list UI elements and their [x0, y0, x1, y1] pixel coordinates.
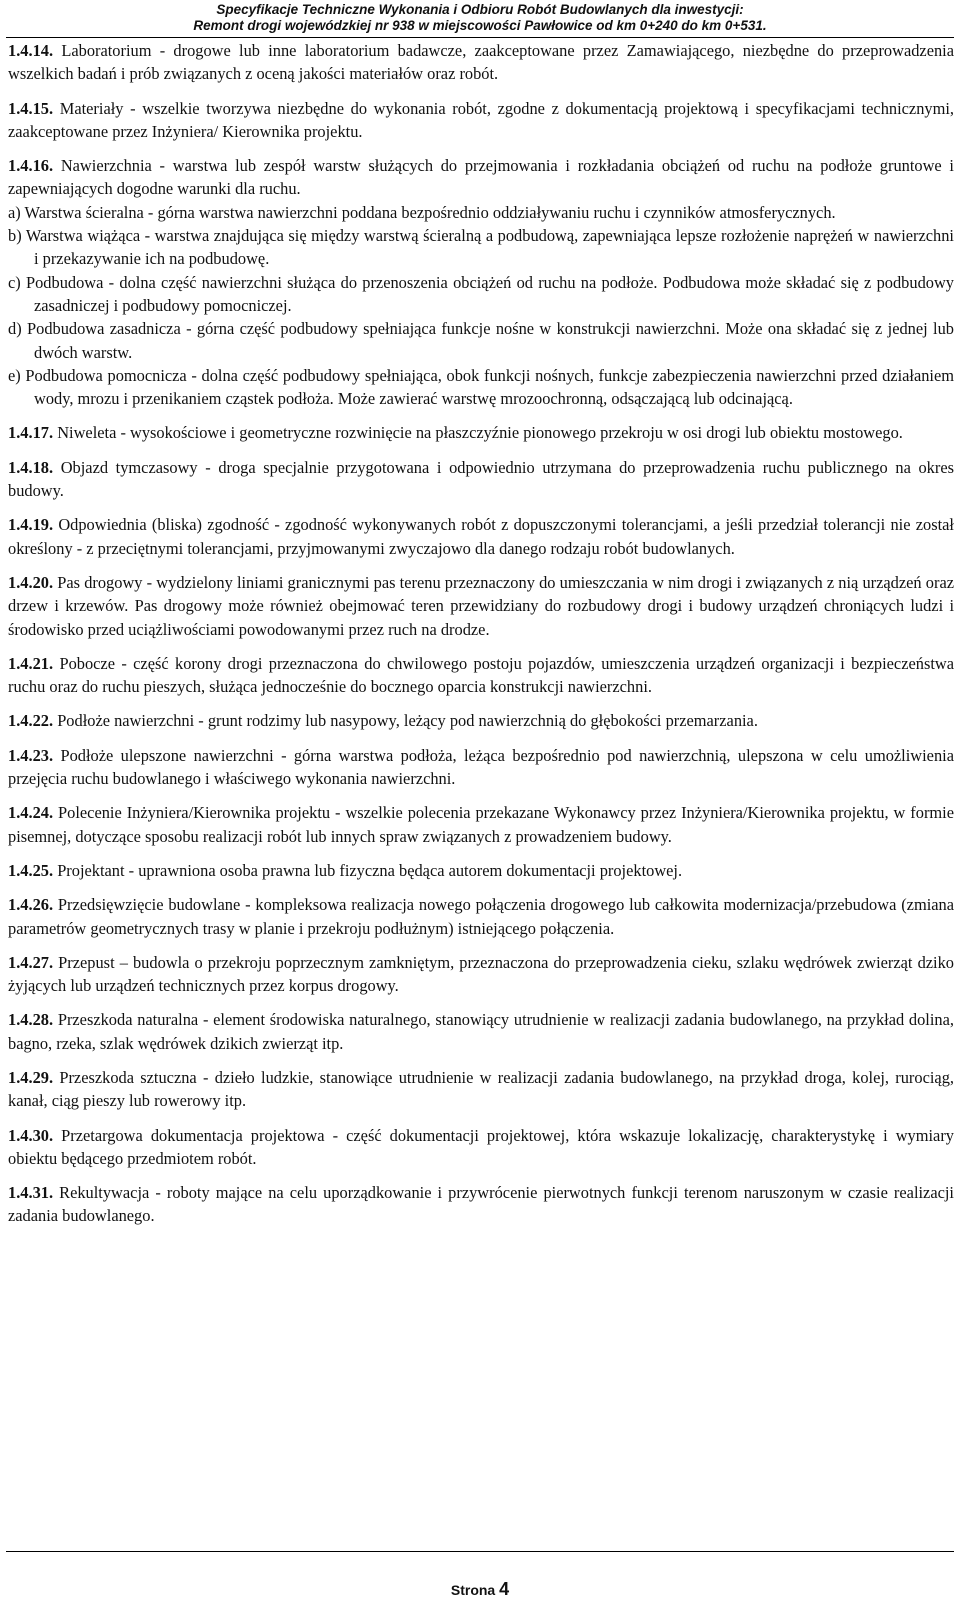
definition-paragraph — [8, 893, 954, 940]
definition-paragraph — [8, 513, 954, 560]
definition-number: 1.4.25. — [8, 860, 54, 880]
definition-number: 1.4.21. — [8, 653, 54, 673]
header-line-2: Remont drogi wojewódzkiej nr 938 w miejscowości Pawłowice od km 0+240 do km 0+531. — [193, 18, 767, 33]
definition-text: Przepust – budowla o przekroju poprzecznym zamkniętym, przeznaczona do przeprowadzenia cieku, szlaku wędrówek zwierząt dziko żyjących lub urządzeń technicznych przez korpus drogowy. — [8, 952, 954, 996]
definition-number: 1.4.27. — [8, 952, 54, 972]
definition-text: Przedsięwzięcie budowlane - kompleksowa realizacja nowego połączenia drogowego lub całkowita modernizacja/przebudowa (zmiana parametrów geometrycznych trasy w planie i przekroju podłużnym) istniejącego połączenia. — [8, 895, 954, 938]
definition-text: Laboratorium - drogowe lub inne laboratorium badawcze, zaakceptowane przez Zamawiającego, niezbędne do przeprowadzenia wszelkich badań i prób związanych z oceną jakości materiałów oraz robót. — [8, 41, 954, 84]
definition-text: Przeszkoda sztuczna - dzieło ludzkie, stanowiące utrudnienie w realizacji zadania budowlanego, na przykład droga, kolej, rurociąg, kanał, ciąg pieszy lub rowerowy itp. — [8, 1067, 954, 1111]
definition-text: Pas drogowy - wydzielony liniami granicznymi pas terenu przeznaczony do umieszczania w nim drogi i związanych z nią urządzeń oraz drzew i krzewów. Pas drogowy może również obejmować teren przewidziany do rozbudowy drogi i budowy urządzeń chroniących ludzi i środowisko przed uciążliwościami powodowanymi przez ruch na drodze. — [8, 572, 954, 639]
header-divider — [6, 37, 954, 38]
definition-number: 1.4.30. — [8, 1125, 54, 1145]
definition-paragraph — [8, 709, 954, 732]
definition-paragraph — [8, 97, 954, 144]
definition-text: Projektant - uprawniona osoba prawna lub fizyczna będąca autorem dokumentacji projektowej. — [57, 860, 683, 880]
layer-item: d) Podbudowa zasadnicza - górna część podbudowy spełniająca funkcje nośne w konstrukcji nawierzchni. Może ona składać się z jednej lub dwóch warstw. — [8, 319, 954, 362]
definition-paragraph — [8, 652, 954, 699]
definition-number: 1.4.24. — [8, 803, 54, 823]
definition-number: 1.4.15. — [8, 98, 54, 118]
page-number: 4 — [499, 1579, 510, 1599]
definition-paragraph — [8, 744, 954, 791]
definition-paragraph — [8, 154, 954, 201]
footer-divider — [6, 1551, 954, 1552]
layer-item: b) Warstwa wiążąca - warstwa znajdująca się między warstwą ścieralną a podbudową, zapewniająca lepsze rozłożenie naprężeń w nawierzchni i przekazywanie ich na podbudowę. — [8, 226, 954, 269]
definition-text: Przeszkoda naturalna - element środowiska naturalnego, stanowiący utrudnienie w realizacji zadania budowlanego, na przykład dolina, bagno, rzeka, szlak wędrówek dzikich zwierząt itp. — [8, 1010, 954, 1053]
page-label: Strona — [450, 1582, 496, 1598]
layer-item: e) Podbudowa pomocnicza - dolna część podbudowy spełniająca, obok funkcji nośnych, funkcje zabezpieczenia nawierzchni przed działaniem wody, mrozu i przenikaniem cząstek podłoża. Może zawierać warstwę mrozoochronną, odsączającą lub odcinającą. — [8, 365, 954, 409]
definition-text: Polecenie Inżyniera/Kierownika projektu - wszelkie polecenia przekazane Wykonawcy przez Inżyniera/Kierownika projektu, w formie pisemnej, dotyczące sposobu realizacji robót lub innych spraw związanych z prowadzeniem budowy. — [8, 803, 954, 846]
definition-text: Podłoże ulepszone nawierzchni - górna warstwa podłoża, leżąca bezpośrednio pod nawierzchnią, ulepszona w celu umożliwienia przejęcia ruchu budowlanego i właściwego wykonania nawierzchni. — [8, 745, 954, 789]
definition-paragraph — [8, 1124, 954, 1171]
definition-text: Podłoże nawierzchni - grunt rodzimy lub nasypowy, leżący pod nawierzchnią do głębokości przemarzania. — [57, 711, 758, 731]
definition-paragraph — [8, 421, 954, 444]
definition-text: Objazd tymczasowy - droga specjalnie przygotowana i odpowiednio utrzymana do przeprowadzenia ruchu publicznego na okres budowy. — [8, 457, 954, 501]
document-body — [8, 39, 954, 1239]
definition-paragraph — [8, 1066, 954, 1113]
definition-text: Niweleta - wysokościowe i geometryczne rozwinięcie na płaszczyźnie pionowego przekroju w osi drogi lub obiektu mostowego. — [57, 423, 903, 443]
definition-number: 1.4.17. — [8, 423, 54, 443]
running-header — [0, 2, 960, 34]
definition-number: 1.4.29. — [8, 1067, 54, 1087]
definition-paragraph — [8, 859, 954, 882]
definition-number: 1.4.26. — [8, 895, 54, 915]
definition-number: 1.4.16. — [8, 156, 54, 176]
definition-paragraph — [8, 951, 954, 998]
definition-number: 1.4.19. — [8, 515, 54, 535]
definition-text: Przetargowa dokumentacja projektowa - część dokumentacji projektowej, która wskazuje lokalizację, charakterystykę i wymiary obiektu będącego przedmiotem robót. — [8, 1125, 954, 1168]
definition-paragraph — [8, 456, 954, 503]
definition-text: Rekultywacja - roboty mające na celu uporządkowanie i przywrócenie pierwotnych funkcji terenom naruszonym w czasie realizacji zadania budowlanego. — [8, 1183, 954, 1226]
definition-paragraph — [8, 571, 954, 641]
definition-paragraph — [8, 1181, 954, 1228]
definition-text: Materiały - wszelkie tworzywa niezbędne do wykonania robót, zgodne z dokumentacją projektową i specyfikacjami technicznymi, zaakceptowane przez Inżyniera/ Kierownika projektu. — [8, 98, 954, 141]
definition-text: Pobocze - część korony drogi przeznaczona do chwilowego postoju pojazdów, umieszczenia urządzeń organizacji i bezpieczeństwa ruchu oraz do ruchu pieszych, służąca jednocześnie do bocznego oparcia konstrukcji nawierzchni. — [8, 653, 954, 697]
layer-item: a) Warstwa ścieralna - górna warstwa nawierzchni poddana bezpośrednio oddziaływaniu ruchu i czynników atmosferycznych. — [8, 202, 836, 222]
definition-number: 1.4.20. — [8, 572, 54, 592]
definition-number: 1.4.31. — [8, 1183, 54, 1203]
definition-number: 1.4.22. — [8, 711, 54, 731]
definition-text: Nawierzchnia - warstwa lub zespół warstw służących do przejmowania i rozkładania obciążeń od ruchu na podłoże gruntowe i zapewniających dogodne warunki dla ruchu. — [8, 156, 954, 199]
definition-text: Odpowiednia (bliska) zgodność - zgodność wykonywanych robót z dopuszczonymi tolerancjami, a jeśli przedział tolerancji nie został określony - z przeciętnymi tolerancjami, przyjmowanymi zwyczajowo dla danego rodzaju robót budowlanych. — [8, 515, 954, 558]
definition-paragraph — [8, 801, 954, 848]
definition-number: 1.4.23. — [8, 745, 54, 765]
definition-number: 1.4.14. — [8, 41, 54, 60]
header-line-1: Specyfikacje Techniczne Wykonania i Odbioru Robót Budowlanych dla inwestycji: — [216, 2, 744, 17]
definition-number: 1.4.28. — [8, 1010, 54, 1030]
definition-paragraph — [8, 1008, 954, 1055]
page-footer — [0, 1579, 960, 1600]
layer-item: c) Podbudowa - dolna część nawierzchni służąca do przenoszenia obciążeń od ruchu na podłoże. Podbudowa może składać się z podbudowy zasadniczej i podbudowy pomocniczej. — [8, 272, 954, 315]
definition-number: 1.4.18. — [8, 457, 54, 477]
definition-paragraph — [8, 39, 954, 86]
